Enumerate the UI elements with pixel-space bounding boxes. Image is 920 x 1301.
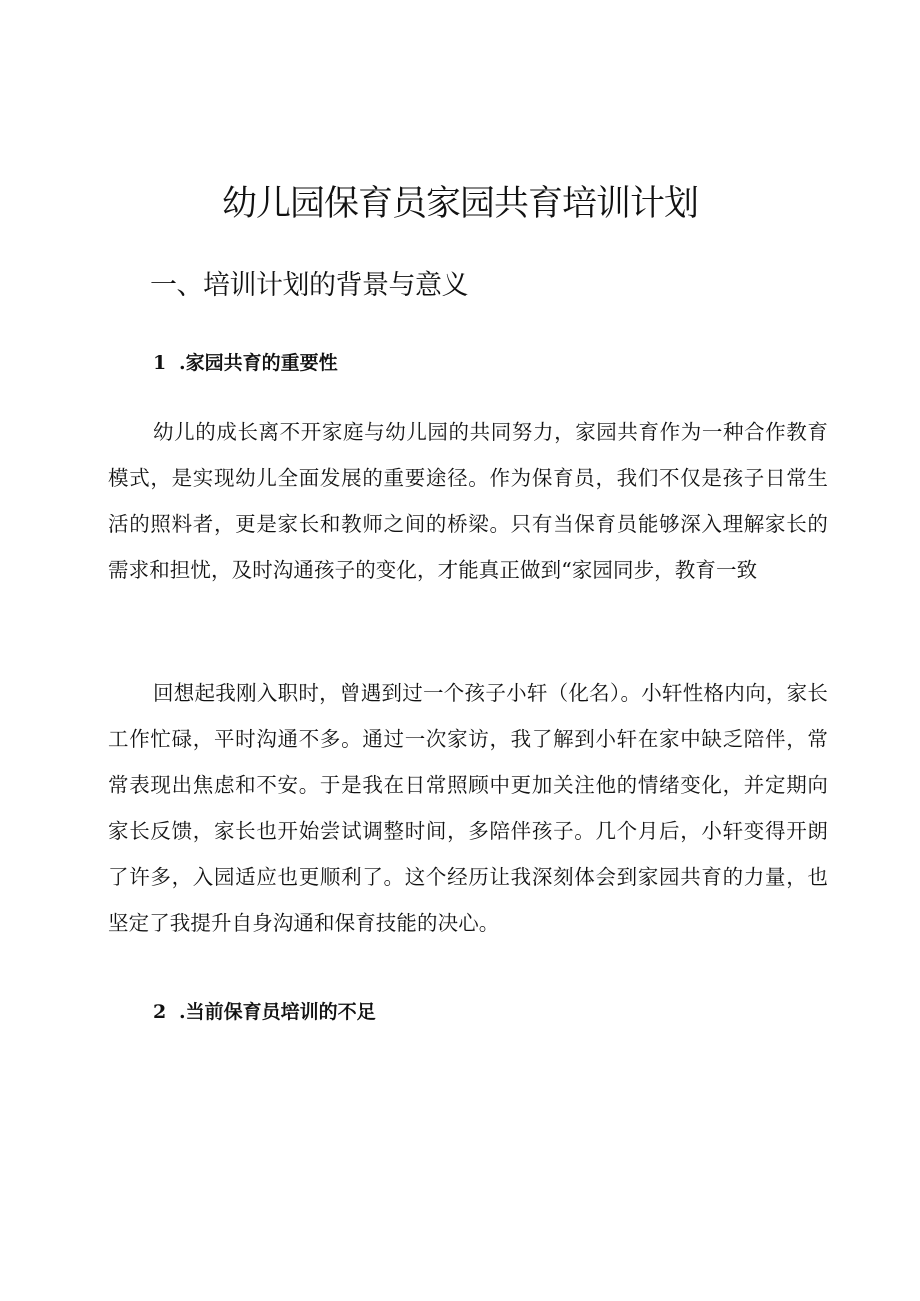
paragraph-anecdote: 回想起我刚入职时，曾遇到过一个孩子小轩（化名）。小轩性格内向，家长工作忙碌，平时沟通不多。通过一次家访，我了解到小轩在家中缺乏陪伴，常常表现出焦虑和不安。于是我在日常照顾中更加关注他的情绪变化，并定期向家长反馈，家长也开始尝试调整时间，多陪伴孩子。几个月后，小轩变得开朗了许多，入园适应也更顺利了。这个经历让我深刻体会到家园共育的力量，也坚定了我提升自身沟通和保育技能的决心。: [108, 681, 828, 935]
document-title: 幼儿园保育员家园共育培训计划: [221, 184, 698, 224]
subheading-training-gaps: [153, 997, 376, 1027]
subheading-text: .家园共育的重要性: [179, 352, 338, 374]
paragraph-importance: 幼儿的成长离不开家庭与幼儿园的共同努力，家园共育作为一种合作教育模式，是实现幼儿全面发展的重要途径。作为保育员，我们不仅是孩子日常生活的照料者，更是家长和教师之间的桥梁。只有当保育员能够深入理解家长的需求和担忧，及时沟通孩子的变化，才能真正做到“家园同步，教育一致: [108, 420, 828, 582]
subheading-text: .当前保育员培训的不足: [179, 1001, 376, 1023]
subheading-number: 1: [153, 352, 167, 374]
section-heading-background: 一、培训计划的背景与意义: [150, 270, 468, 301]
subheading-number: 2: [153, 1001, 167, 1023]
subheading-importance: [153, 348, 338, 378]
